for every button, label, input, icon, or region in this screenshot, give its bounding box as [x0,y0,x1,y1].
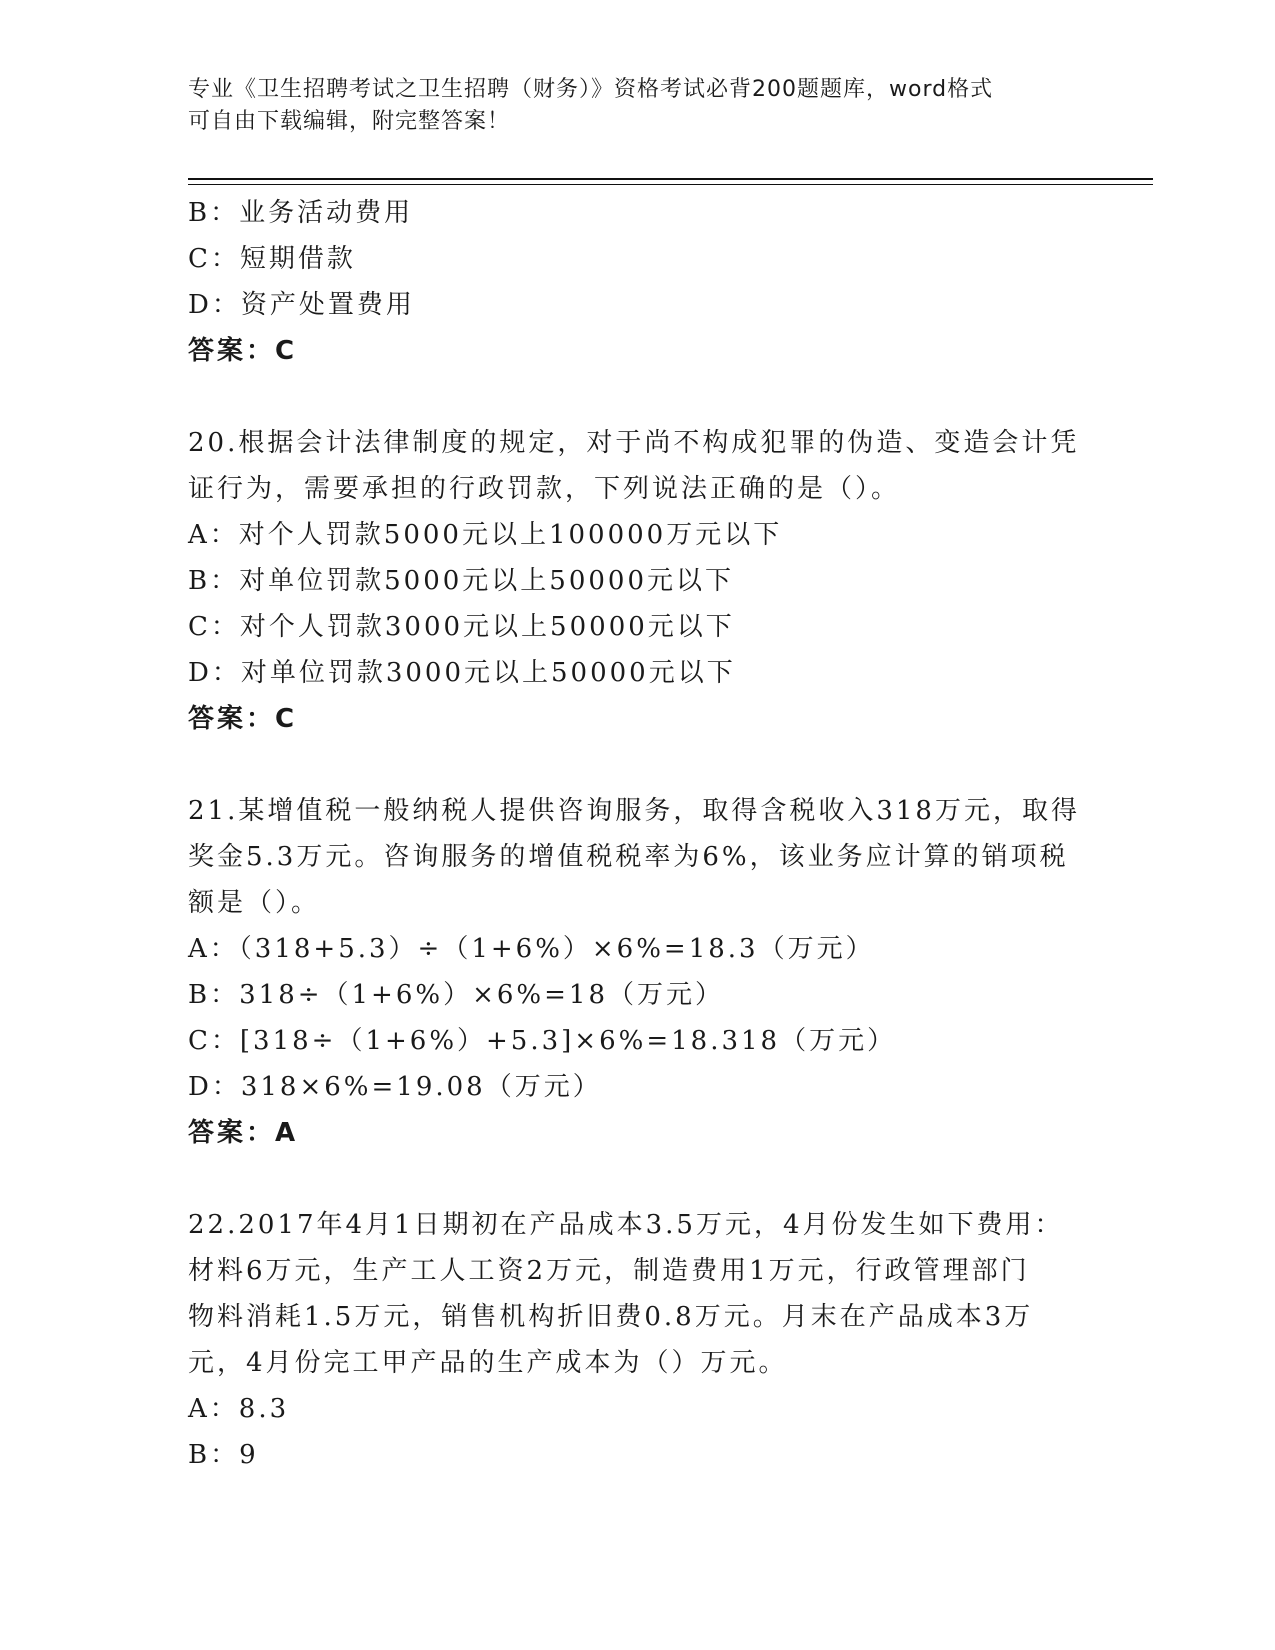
q22-stem-line-1: 22.2017年4月1日期初在产品成本3.5万元，4月份发生如下费用： [188,1210,1064,1240]
q22-stem-line-3: 物料消耗1.5万元，销售机构折旧费0.8万元。月末在产品成本3万 [188,1302,1034,1332]
q21-stem-line-3: 额是（）。 [188,888,321,918]
q19-option-b: B：业务活动费用 [188,198,414,228]
spacer [188,1156,1088,1202]
q21-option-b: B：318÷（1+6%）×6%=18（万元） [188,980,724,1010]
question-21-block [188,788,1088,1156]
q20-stem-line-1: 20.根据会计法律制度的规定，对于尚不构成犯罪的伪造、变造会计凭 [188,428,1080,458]
question-content [188,190,1088,1478]
q21-option-a: A：（318+5.3）÷（1+6%）×6%=18.3（万元） [188,934,875,964]
q21-option-d: D：318×6%=19.08（万元） [188,1072,602,1102]
question-22-block [188,1202,1088,1478]
header-rule-thick [188,178,1153,180]
spacer [188,374,1088,420]
question-20-block [188,420,1088,742]
q19-answer: 答案：C [188,336,298,366]
q20-option-d: D：对单位罚款3000元以上50000元以下 [188,658,736,688]
q20-option-b: B：对单位罚款5000元以上50000元以下 [188,566,734,596]
q22-option-a: A：8.3 [188,1394,290,1424]
spacer [188,742,1088,788]
header-title-line-1: 专业《卫生招聘考试之卫生招聘（财务）》资格考试必背200题题库，word格式 [188,77,994,102]
q19-option-c: C：短期借款 [188,244,356,274]
q22-stem-line-2: 材料6万元，生产工人工资2万元，制造费用1万元，行政管理部门 [188,1256,1030,1286]
q21-option-c: C：[318÷（1+6%）+5.3]×6%=18.318（万元） [188,1026,897,1056]
q20-option-a: A：对个人罚款5000元以上100000万元以下 [188,520,783,550]
header-rule-thin [188,184,1153,185]
q20-answer: 答案：C [188,704,298,734]
q21-stem-line-1: 21.某增值税一般纳税人提供咨询服务，取得含税收入318万元，取得 [188,796,1080,826]
q21-stem-line-2: 奖金5.3万元。咨询服务的增值税税率为6%，该业务应计算的销项税 [188,842,1069,872]
q20-stem-line-2: 证行为，需要承担的行政罚款，下列说法正确的是（）。 [188,474,901,504]
question-19-block [188,190,1088,374]
q19-option-d: D：资产处置费用 [188,290,415,320]
q20-option-c: C：对个人罚款3000元以上50000元以下 [188,612,735,642]
q22-option-b: B：9 [188,1440,259,1470]
document-header [188,74,1088,138]
header-title-line-2: 可自由下载编辑，附完整答案！ [188,109,511,134]
q22-stem-line-4: 元，4月份完工甲产品的生产成本为（）万元。 [188,1348,788,1378]
q21-answer: 答案：A [188,1118,299,1148]
